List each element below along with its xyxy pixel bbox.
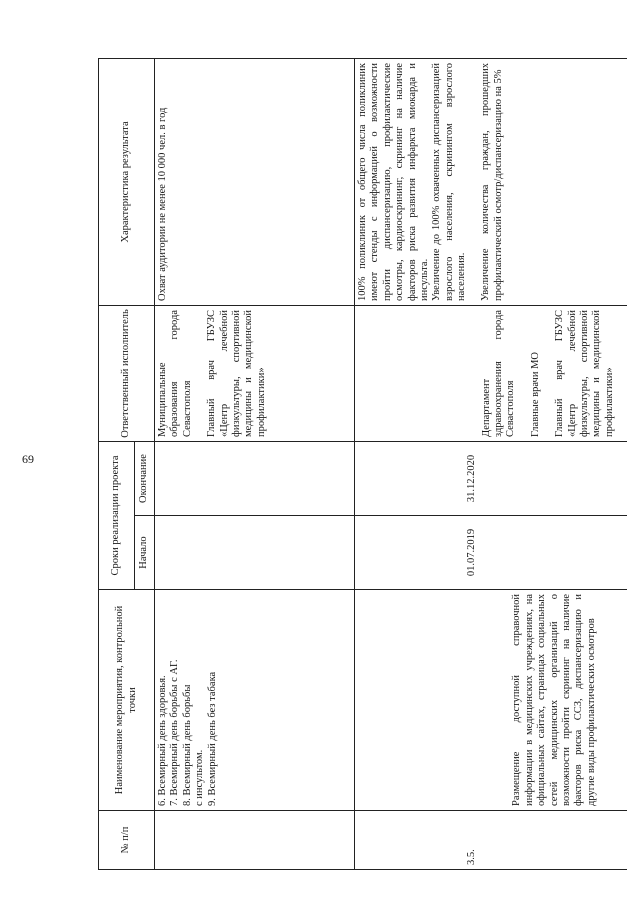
header-end: Окончание bbox=[135, 441, 155, 515]
rotated-page bbox=[98, 59, 627, 870]
row-num bbox=[355, 811, 627, 870]
row-start: 01.07.2019 bbox=[355, 516, 627, 590]
responsible-text: Департамент здравоохранения города Севастополя bbox=[480, 309, 517, 437]
header-dates-group: Сроки реализации проекта bbox=[99, 441, 135, 589]
header-name: Наименование мероприятия, контрольной точки bbox=[99, 590, 155, 811]
result-text: Увеличение до 100% охваченных диспансеризацией взрослого населения, скринингом взрослого населения. bbox=[431, 62, 467, 301]
row-num bbox=[155, 811, 355, 870]
table-row bbox=[355, 58, 627, 869]
row-num-text: 3.5. bbox=[465, 849, 477, 865]
header-result: Характеристика результата bbox=[99, 58, 155, 305]
name-line: 9. Всемирный день без табака bbox=[206, 671, 218, 806]
table-row bbox=[155, 58, 355, 869]
header-row bbox=[99, 58, 135, 869]
row-responsible bbox=[355, 305, 627, 441]
page-number: 69 bbox=[22, 452, 34, 466]
row-name bbox=[155, 590, 355, 811]
row-end bbox=[155, 441, 355, 515]
table-container bbox=[98, 59, 627, 870]
name-line: 7. Всемирный день борьбы с АГ. bbox=[169, 659, 181, 806]
row-responsible bbox=[155, 305, 355, 441]
name-line: 6. Всемирный день здоровья. bbox=[157, 675, 168, 806]
header-num: № п/п bbox=[99, 811, 155, 870]
row-end: 31.12.2020 bbox=[355, 441, 627, 515]
header-start: Начало bbox=[135, 516, 155, 590]
name-line: 8. Всемирный день борьбы bbox=[181, 684, 193, 806]
name-line: с инсультом. bbox=[194, 749, 206, 806]
responsible-text: Главные врачи МО bbox=[529, 351, 541, 437]
responsible-text: Главный врач ГБУЗС «Центр лечебной физкультуры, спортивной медицины и медицинской профилактики» bbox=[554, 309, 615, 437]
row-result: Охват аудитории не менее 10 000 чел. в год bbox=[155, 58, 355, 305]
responsible-text: Главный врач ГБУЗС «Центр лечебной физкультуры, спортивной медицины и медицинской профилактики» bbox=[206, 309, 267, 437]
row-name: Размещение доступной справочной информации в медицинских учреждениях, на официальных сайтах, страницах социальных сетей медицинских организаций о возможности пройти скрининг на наличие факторов риска ССЗ, диспансеризацию и другие виды профилактических осмотров bbox=[355, 590, 627, 811]
header-responsible: Ответственный исполнитель bbox=[99, 305, 155, 441]
plan-table bbox=[98, 58, 627, 870]
result-text: Увеличение количества граждан, прошедших профилактический осмотр/диспансеризацию на 5% bbox=[480, 62, 504, 301]
row-result bbox=[355, 58, 627, 305]
result-text: 100% поликлиник от общего числа поликлиник имеют стенды с информацией о возможности пройти диспансеризацию, профилактические осмотры, кардиоскрининг, скрининг на наличие факторов риска развития инфаркта миокарда и инсульта. bbox=[357, 62, 430, 301]
row-start bbox=[155, 516, 355, 590]
responsible-text: Муниципальные образования города Севастополя bbox=[157, 309, 193, 437]
